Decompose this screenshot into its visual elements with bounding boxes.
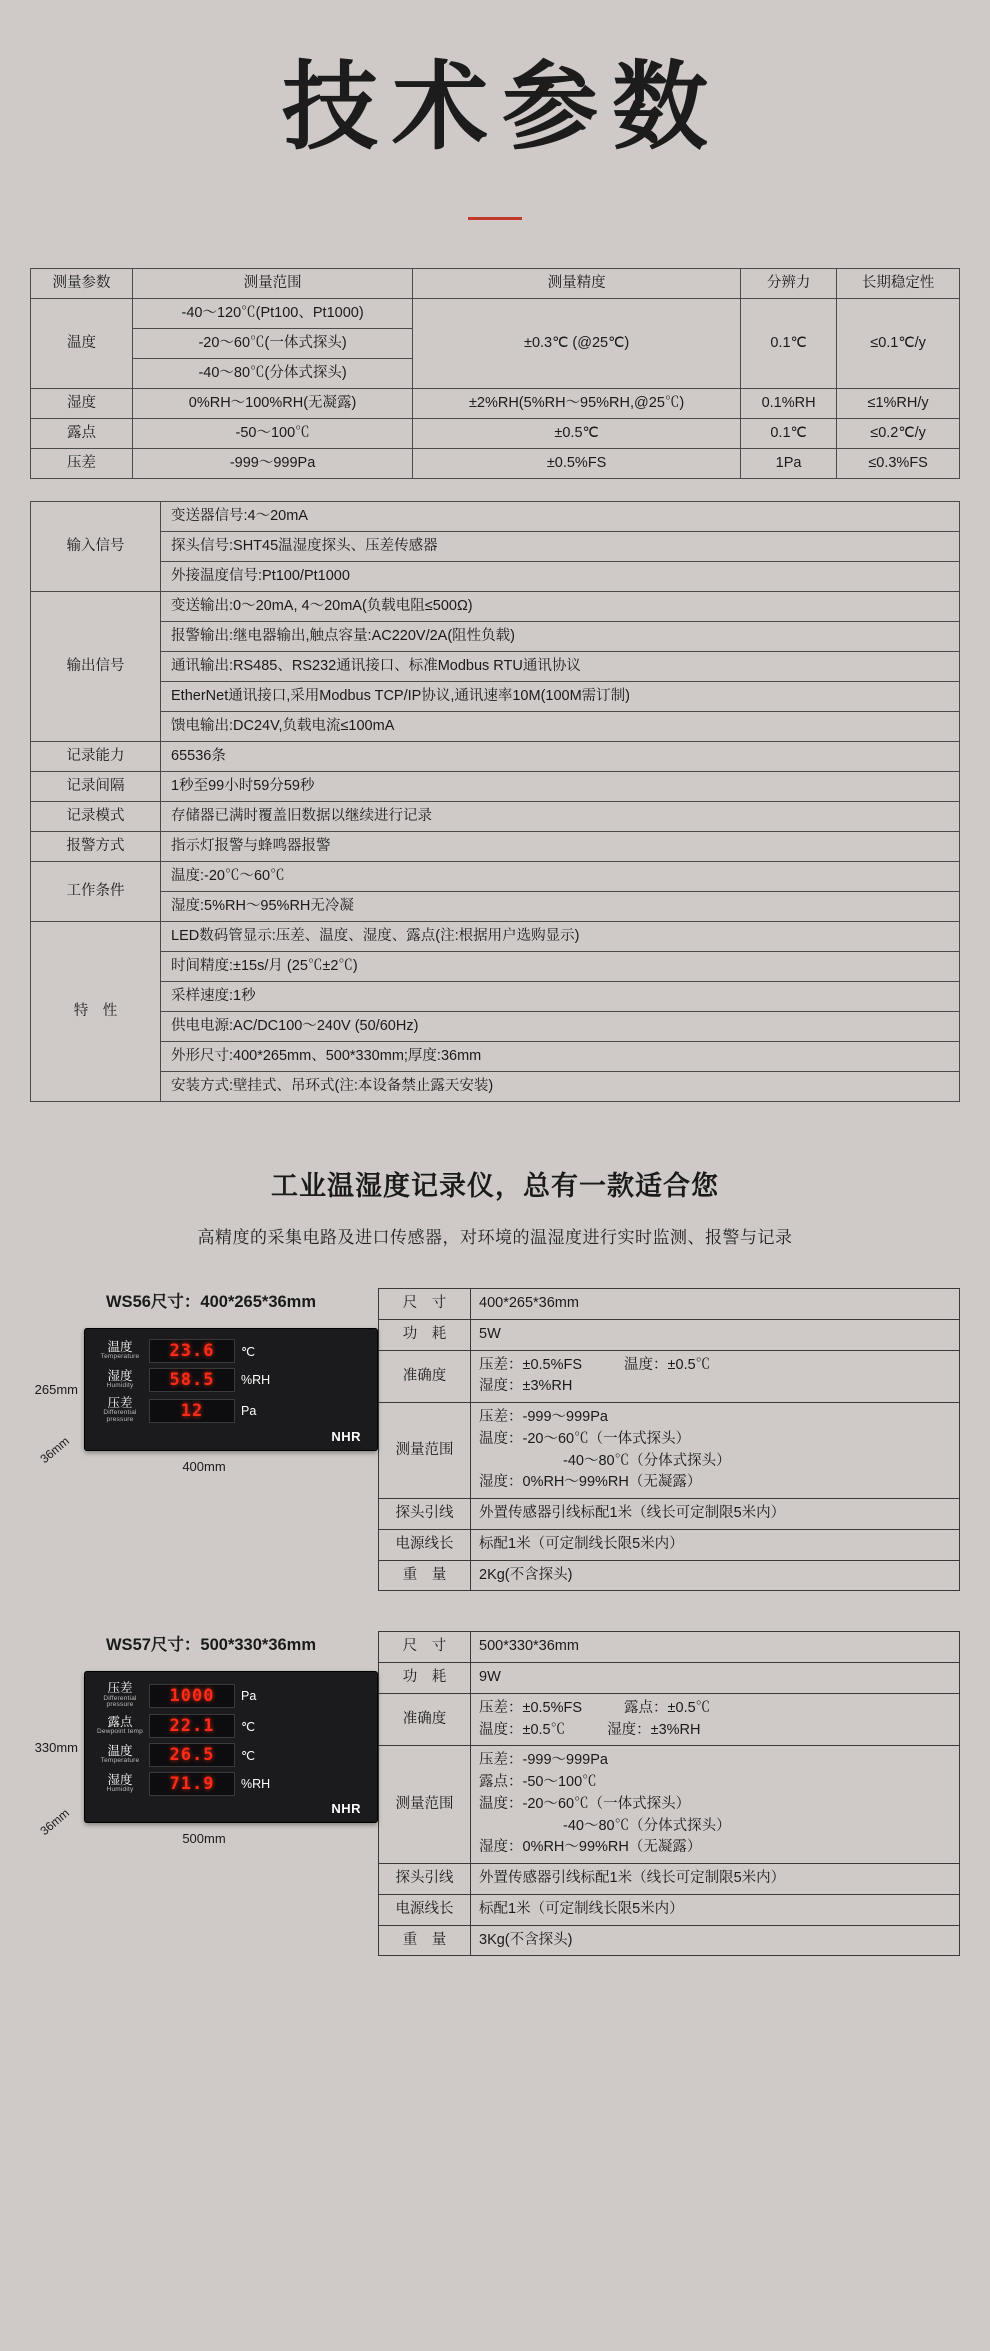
display-row-label: 压差 Differential pressure (103, 1681, 137, 1709)
spec-line: 外置传感器引线标配1米（线长可定制限5米内） (479, 1870, 786, 1887)
table-row (379, 1925, 960, 1956)
display-row-value: 71.9 (149, 1772, 235, 1796)
spec-value (471, 1894, 960, 1925)
table-row (31, 952, 960, 982)
spec-line: 压差：-999～999Pa (479, 1752, 608, 1769)
display-row-unit: %RH (241, 1777, 271, 1792)
col-range: 测量范围 (132, 268, 412, 298)
table-row (31, 1042, 960, 1072)
spec-line: -40～80℃（分体式探头） (563, 1452, 731, 1469)
spec-key: 准确度 (379, 1350, 471, 1403)
spec-line: 9W (479, 1669, 501, 1686)
spec-key: 测量范围 (379, 1403, 471, 1499)
product-spec-table (378, 1288, 960, 1591)
spec-line: -40～80℃（分体式探头） (563, 1817, 731, 1834)
product-image-area (30, 1288, 378, 1474)
cell-stability: ≤0.3%FS (837, 448, 960, 478)
table-row (379, 1632, 960, 1663)
dimension-height: 265mm (34, 1382, 78, 1398)
product-spec-table (378, 1631, 960, 1956)
spec-line: 5W (479, 1325, 501, 1342)
spec-line: 湿度：0%RH～99%RH（无凝露） (479, 1839, 702, 1856)
cell-value: 馈电输出:DC24V,负载电流≤100mA (161, 712, 960, 742)
table-row (31, 982, 960, 1012)
cell-value: 采样速度:1秒 (161, 982, 960, 1012)
cell-value: 存储器已满时覆盖旧数据以继续进行记录 (161, 802, 960, 832)
product-list (0, 1288, 990, 1956)
spec-value (471, 1529, 960, 1560)
brand-logo: NHR (331, 1801, 361, 1817)
cell-stability: ≤0.1℃/y (837, 298, 960, 388)
spec-key: 尺 寸 (379, 1289, 471, 1320)
cell-range: -40～120℃(Pt100、Pt1000) (132, 298, 412, 328)
brand-logo: NHR (331, 1428, 361, 1444)
table-row (31, 591, 960, 621)
table-row (31, 621, 960, 651)
spec-value (471, 1499, 960, 1530)
spec-line: 压差：-999～999Pa (479, 1409, 608, 1426)
table-row (31, 862, 960, 892)
section-heading (0, 1164, 990, 1248)
table-row (379, 1319, 960, 1350)
table-row (31, 561, 960, 591)
spec-value (471, 1560, 960, 1591)
display-row (97, 1772, 365, 1796)
func-table-wrap (0, 501, 990, 1102)
table-row (379, 1403, 960, 1499)
spec-key: 功 耗 (379, 1319, 471, 1350)
spec-key: 电源线长 (379, 1894, 471, 1925)
cell-value: 外形尺寸:400*265mm、500*330mm;厚度:36mm (161, 1042, 960, 1072)
function-spec-table (30, 501, 960, 1102)
spec-key: 探头引线 (379, 1499, 471, 1530)
table-row (31, 418, 960, 448)
table-row (379, 1289, 960, 1320)
dimension-depth: 36mm (37, 1433, 72, 1467)
product-image-area (30, 1631, 378, 1846)
spec-line: 露点：-50～100℃ (479, 1774, 597, 1791)
cell-value: 报警输出:继电器输出,触点容量:AC220V/2A(阻性负载) (161, 621, 960, 651)
spec-key: 功 耗 (379, 1663, 471, 1694)
spec-line: 标配1米（可定制线长限5米内） (479, 1535, 684, 1552)
spec-table-wrap (0, 268, 990, 479)
table-row (379, 1693, 960, 1746)
spec-key: 重 量 (379, 1560, 471, 1591)
display-row-value: 1000 (149, 1684, 235, 1708)
display-row-value: 23.6 (149, 1339, 235, 1363)
cell-param: 压差 (31, 448, 133, 478)
display-row (97, 1397, 365, 1424)
cell-label: 输出信号 (31, 591, 161, 741)
cell-param: 露点 (31, 418, 133, 448)
spec-table-body (31, 298, 960, 478)
spec-key: 尺 寸 (379, 1632, 471, 1663)
display-row-label: 露点 Dewpoint temp (97, 1715, 143, 1736)
table-row (379, 1560, 960, 1591)
table-row (31, 682, 960, 712)
device-panel (84, 1328, 378, 1451)
table-row (379, 1894, 960, 1925)
device-panel (84, 1671, 378, 1823)
cell-value: 指示灯报警与蜂鸣器报警 (161, 832, 960, 862)
spec-line: 湿度：±3%RH (479, 1378, 573, 1395)
display-row-unit: %RH (241, 1373, 271, 1388)
cell-range: -20～60℃(一体式探头) (132, 328, 412, 358)
col-stability: 长期稳定性 (837, 268, 960, 298)
display-row-label: 湿度 Humidity (106, 1773, 134, 1794)
function-table-body (31, 501, 960, 1101)
spec-key: 准确度 (379, 1693, 471, 1746)
spec-value (471, 1663, 960, 1694)
spec-line: 温度：-20～60℃（一体式探头） (479, 1430, 691, 1447)
table-row (379, 1529, 960, 1560)
dimension-width: 500mm (182, 1831, 226, 1847)
table-header-row (31, 268, 960, 298)
display-row-label: 温度 Temperature (100, 1744, 140, 1765)
table-row (379, 1864, 960, 1895)
spec-value (471, 1403, 960, 1499)
spec-value (471, 1632, 960, 1663)
display-row-unit: Pa (241, 1403, 257, 1418)
product-spec-area (378, 1288, 960, 1591)
display-row-value: 22.1 (149, 1714, 235, 1738)
table-row (31, 388, 960, 418)
cell-resolution: 1Pa (740, 448, 836, 478)
table-row (31, 772, 960, 802)
display-row (97, 1368, 365, 1392)
spec-value (471, 1925, 960, 1956)
table-row (31, 298, 960, 328)
cell-label: 记录模式 (31, 802, 161, 832)
spec-line: 温度：-20～60℃（一体式探头） (479, 1795, 691, 1812)
cell-value: 湿度:5%RH～95%RH无冷凝 (161, 892, 960, 922)
product-block (0, 1631, 990, 1956)
cell-value: 探头信号:SHT45温湿度探头、压差传感器 (161, 531, 960, 561)
spec-line: 500*330*36mm (479, 1638, 579, 1655)
cell-range: -50～100℃ (132, 418, 412, 448)
cell-resolution: 0.1℃ (740, 298, 836, 388)
cell-value: 温度:-20℃～60℃ (161, 862, 960, 892)
spec-value (471, 1289, 960, 1320)
spec-line: 标配1米（可定制线长限5米内） (479, 1900, 684, 1917)
display-row (97, 1339, 365, 1363)
cell-value: 变送器信号:4～20mA (161, 501, 960, 531)
display-row (97, 1682, 365, 1709)
display-row-value: 58.5 (149, 1368, 235, 1392)
table-row (31, 742, 960, 772)
table-row (31, 651, 960, 681)
cell-label: 工作条件 (31, 862, 161, 922)
cell-value: 安装方式:壁挂式、吊环式(注:本设备禁止露天安装) (161, 1072, 960, 1102)
cell-value: 时间精度:±15s/月 (25℃±2℃) (161, 952, 960, 982)
display-row (97, 1743, 365, 1767)
measurement-spec-table (30, 268, 960, 479)
table-row (379, 1499, 960, 1530)
display-row-value: 12 (149, 1399, 235, 1423)
spec-key: 测量范围 (379, 1746, 471, 1864)
table-row (31, 448, 960, 478)
spec-line: 湿度：0%RH～99%RH（无凝露） (479, 1474, 702, 1491)
title-block (0, 0, 990, 220)
cell-range: -40～80℃(分体式探头) (132, 358, 412, 388)
section-subtitle: 高精度的采集电路及进口传感器，对环境的温湿度进行实时监测、报警与记录 (197, 1228, 793, 1248)
section-title: 工业温湿度记录仪，总有一款适合您 (271, 1171, 719, 1202)
device-row (30, 1328, 378, 1451)
cell-label: 记录能力 (31, 742, 161, 772)
cell-label: 记录间隔 (31, 772, 161, 802)
spec-line: 3Kg(不含探头) (479, 1931, 573, 1948)
table-row (31, 1012, 960, 1042)
display-row-label: 压差 Differential pressure (103, 1396, 137, 1424)
product-spec-area (378, 1631, 960, 1956)
display-row-label: 温度 Temperature (100, 1340, 140, 1361)
cell-value: 外接温度信号:Pt100/Pt1000 (161, 561, 960, 591)
table-row (379, 1746, 960, 1864)
spec-value (471, 1864, 960, 1895)
table-row (31, 501, 960, 531)
spec-value (471, 1350, 960, 1403)
spec-value (471, 1746, 960, 1864)
title-divider (468, 217, 522, 220)
display-row-value: 26.5 (149, 1743, 235, 1767)
cell-value: 65536条 (161, 742, 960, 772)
device-row (30, 1671, 378, 1823)
spec-line: 2Kg(不含探头) (479, 1566, 573, 1583)
spec-line: 温度：±0.5℃ 湿度：±3%RH (479, 1721, 701, 1738)
col-resolution: 分辨力 (740, 268, 836, 298)
cell-accuracy: ±0.5℃ (413, 418, 741, 448)
cell-value: 通讯输出:RS485、RS232通讯接口、标准Modbus RTU通讯协议 (161, 651, 960, 681)
cell-accuracy: ±0.5%FS (413, 448, 741, 478)
table-row (379, 1663, 960, 1694)
display-row-unit: ℃ (241, 1344, 256, 1359)
cell-value: EtherNet通讯接口,采用Modbus TCP/IP协议,通讯速率10M(100M需订制) (161, 682, 960, 712)
cell-resolution: 0.1℃ (740, 418, 836, 448)
spec-key: 探头引线 (379, 1864, 471, 1895)
display-row-unit: ℃ (241, 1719, 256, 1734)
spec-line: 压差：±0.5%FS 露点：±0.5℃ (479, 1699, 711, 1716)
cell-range: 0%RH～100%RH(无凝露) (132, 388, 412, 418)
table-row (31, 922, 960, 952)
spec-value (471, 1319, 960, 1350)
display-row-label: 湿度 Humidity (106, 1369, 134, 1390)
product-model-label: WS56尺寸：400*265*36mm (105, 1293, 317, 1312)
cell-label: 输入信号 (31, 501, 161, 591)
spec-line: 400*265*36mm (479, 1295, 579, 1312)
spec-key: 重 量 (379, 1925, 471, 1956)
table-row (31, 802, 960, 832)
spec-line: 压差：±0.5%FS 温度：±0.5℃ (479, 1356, 711, 1373)
cell-accuracy: ±2%RH(5%RH～95%RH,@25℃) (413, 388, 741, 418)
page-title: 技术参数 (282, 54, 722, 161)
spec-table-head (31, 268, 960, 298)
product-model-label: WS57尺寸：500*330*36mm (105, 1636, 317, 1655)
table-row (31, 832, 960, 862)
cell-resolution: 0.1%RH (740, 388, 836, 418)
display-row (97, 1714, 365, 1738)
cell-label: 特 性 (31, 922, 161, 1102)
table-row (31, 531, 960, 561)
cell-value: 变送输出:0～20mA, 4～20mA(负载电阻≤500Ω) (161, 591, 960, 621)
dimension-width: 400mm (182, 1458, 226, 1474)
device-diagram (30, 1328, 378, 1474)
cell-param: 温度 (31, 298, 133, 388)
cell-stability: ≤0.2℃/y (837, 418, 960, 448)
product-block (0, 1288, 990, 1591)
display-row-unit: ℃ (241, 1748, 256, 1763)
dimension-depth: 36mm (37, 1806, 72, 1839)
table-row (379, 1350, 960, 1403)
table-row (31, 712, 960, 742)
col-accuracy: 测量精度 (413, 268, 741, 298)
cell-label: 报警方式 (31, 832, 161, 862)
device-diagram (30, 1671, 378, 1846)
cell-stability: ≤1%RH/y (837, 388, 960, 418)
cell-accuracy: ±0.3℃ (@25℃) (413, 298, 741, 388)
table-row (31, 892, 960, 922)
cell-value: LED数码管显示:压差、温度、湿度、露点(注:根据用户选购显示) (161, 922, 960, 952)
dimension-height: 330mm (34, 1739, 78, 1755)
cell-value: 供电电源:AC/DC100～240V (50/60Hz) (161, 1012, 960, 1042)
cell-range: -999～999Pa (132, 448, 412, 478)
spec-value (471, 1693, 960, 1746)
spec-key: 电源线长 (379, 1529, 471, 1560)
display-row-unit: Pa (241, 1688, 257, 1703)
spec-line: 外置传感器引线标配1米（线长可定制限5米内） (479, 1505, 786, 1522)
col-param: 测量参数 (31, 268, 133, 298)
cell-param: 湿度 (31, 388, 133, 418)
cell-value: 1秒至99小时59分59秒 (161, 772, 960, 802)
table-row (31, 1072, 960, 1102)
